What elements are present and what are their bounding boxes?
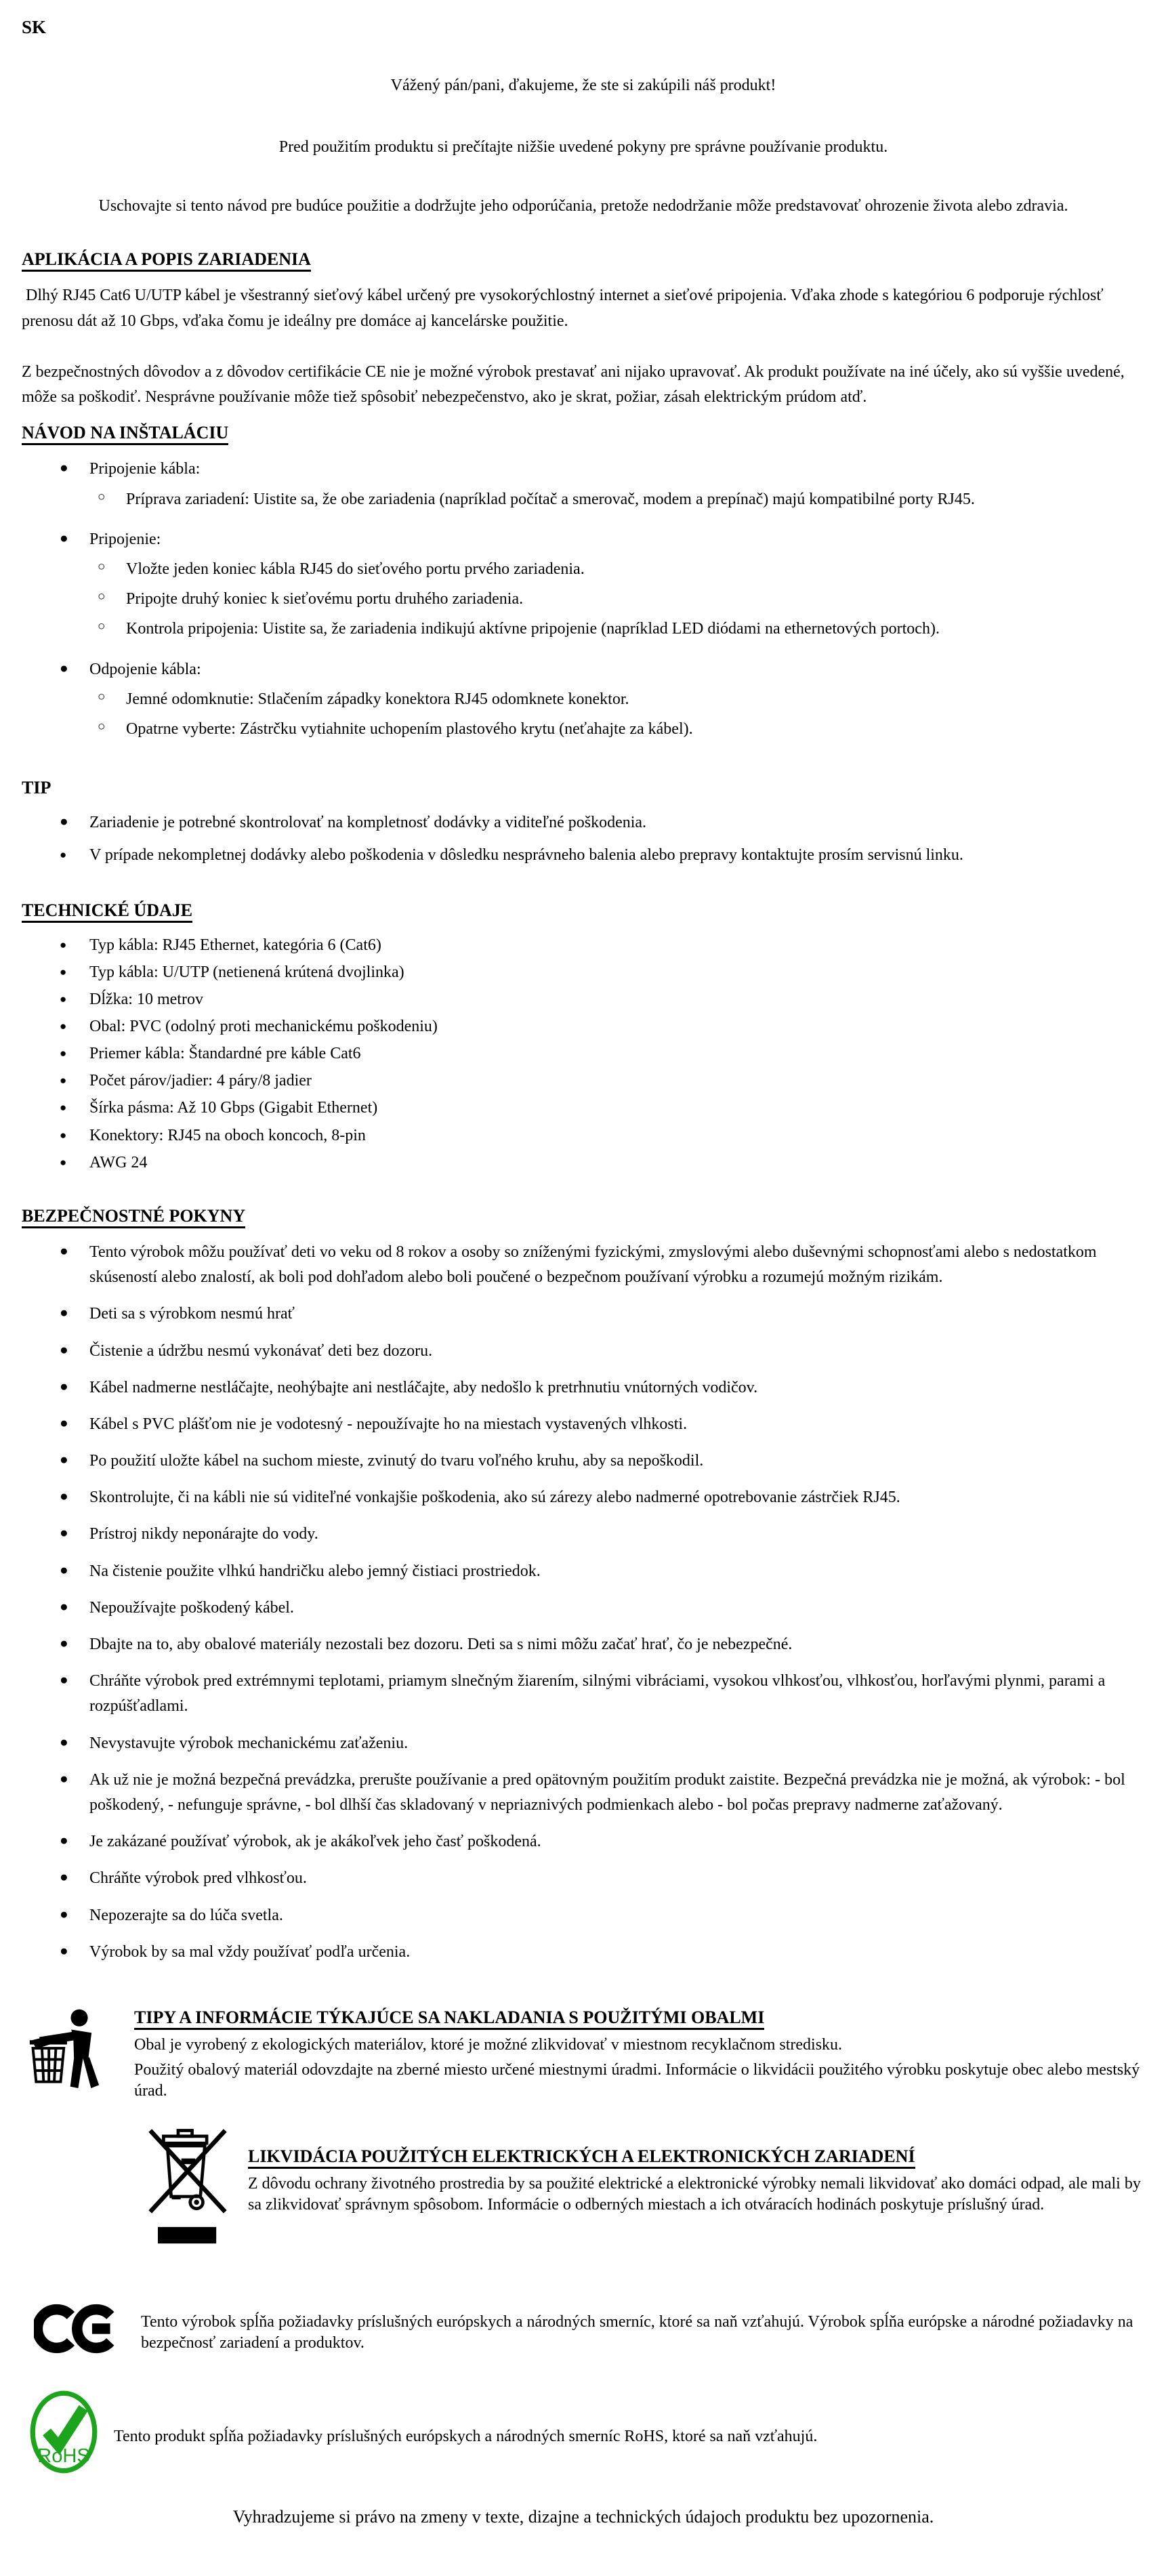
bullet-icon [60, 1485, 89, 1508]
packaging-text [134, 2006, 1145, 2106]
bullet-icon [60, 1412, 89, 1434]
list-item-text: Prístroj nikdy neponárajte do vody. [89, 1525, 318, 1543]
list-item [22, 1097, 1145, 1119]
list-item [22, 1125, 1145, 1147]
bullet-icon [60, 1125, 89, 1144]
bullet-icon [60, 1043, 89, 1062]
ce-mark-icon [34, 2299, 117, 2367]
weee-crossed-bin-icon [146, 2125, 229, 2254]
list-item-text: Vložte jeden koniec kábla RJ45 do sieťového portu prvého zariadenia. [126, 560, 585, 578]
list-item [22, 1669, 1145, 1719]
list-item-text: Opatrne vyberte: Zástrčku vytiahnite uchopením plastového krytu (neťahajte za kábel). [126, 720, 693, 738]
list-item [22, 1768, 1145, 1818]
list-item [22, 527, 1145, 552]
list-item [22, 587, 1145, 612]
packaging-paragraph: Použitý obalový materiál odovzdajte na zberné miesto určené miestnymi úradmi. Informácie o likvidácii použitého výrobku poskytuje obec alebo mestský úrad. [134, 2061, 1140, 2100]
list-item [22, 457, 1145, 482]
bullet-icon [60, 457, 89, 479]
bullet-icon [60, 1940, 89, 1962]
tidy-man-icon [24, 2006, 104, 2102]
packaging-paragraph: Obal je vyrobený z ekologických materiálov, ktoré je možné zlikvidovať v miestnom recyklačnom stredisku. [134, 2036, 843, 2054]
tip-list [22, 810, 1145, 868]
section-title-technical: TECHNICKÉ ÚDAJE [22, 900, 1145, 921]
list-item-text: Skontrolujte, či na kábli nie sú viditeľné vonkajšie poškodenia, ako sú zárezy alebo nadmerné opotrebovanie zástrčiek RJ45. [89, 1489, 900, 1507]
list-item-text: Príprava zariadení: Uistite sa, že obe zariadenia (napríklad počítač a smerovač, modem a prepínač) majú kompatibilné porty RJ45. [126, 490, 975, 508]
circle-bullet-icon [98, 487, 126, 507]
list-item-text: Je zakázané používať výrobok, ak je akákoľvek jeho časť poškodená. [89, 1833, 541, 1851]
list-item-text: Priemer kábla: Štandardné pre káble Cat6 [89, 1045, 361, 1063]
list-item-text: Typ kábla: U/UTP (netienená krútená dvojlinka) [89, 963, 404, 981]
circle-bullet-icon [98, 557, 126, 577]
list-item [22, 1829, 1145, 1854]
weee-text [248, 2144, 1145, 2220]
list-item [22, 717, 1145, 742]
language-code: SK [22, 17, 47, 37]
list-item-text: Počet párov/jadier: 4 páry/8 jadier [89, 1072, 312, 1090]
list-item-text: Pripojte druhý koniec k sieťovému portu druhého zariadenia. [126, 590, 524, 608]
list-item-text: Typ kábla: RJ45 Ethernet, kategória 6 (Cat6) [89, 936, 381, 954]
intro-line: Vážený pán/pani, ďakujeme, že ste si zakúpili náš produkt! [390, 76, 776, 94]
bullet-icon [60, 961, 89, 981]
list-item [22, 989, 1145, 1011]
list-item-text: Nepoužívajte poškodený kábel. [89, 1598, 294, 1617]
list-item [22, 1559, 1145, 1584]
list-item-text: Konektory: RJ45 na oboch koncoch, 8-pin [89, 1126, 366, 1144]
list-item [22, 1016, 1145, 1038]
application-paragraph: Dlhý RJ45 Cat6 U/UTP kábel je všestranný sieťový kábel určený pre vysokorýchlostný internet a sieťové pripojenia. Vďaka zhode s kategóriou 6 podporuje rýchlosť prenosu dát až 10 Gbps, vďaka čomu je ideálny pre domáce aj kancelárske použitie. [22, 287, 1108, 330]
bullet-icon [60, 1829, 89, 1852]
list-item-text: Na čistenie použite vlhkú handričku alebo jemný čistiaci prostriedok. [89, 1562, 541, 1580]
rohs-section [22, 2390, 1145, 2483]
safety-list [22, 1240, 1145, 1965]
list-item [22, 1043, 1145, 1065]
bullet-icon [60, 1768, 89, 1790]
bullet-icon [60, 1596, 89, 1618]
bullet-icon [60, 934, 89, 954]
bullet-icon [60, 1559, 89, 1581]
rohs-label: RoHS [37, 2445, 90, 2468]
weee-paragraph: Z dôvodu ochrany životného prostredia by sa použité elektrické a elektronické výrobky nemali likvidovať ako domáci odpad, ale mali by sa zlikvidovať správnym spôsobom. Informácie o odberných miestach a ich otváracích hodinách poskytuje príslušný úrad. [248, 2174, 1141, 2214]
list-item [22, 934, 1145, 957]
weee-section [146, 2125, 1145, 2254]
bullet-icon [60, 1731, 89, 1753]
bullet-icon [60, 1669, 89, 1691]
list-item [22, 1375, 1145, 1400]
installation-group [22, 457, 1145, 512]
list-item [22, 1240, 1145, 1290]
list-item [22, 617, 1145, 642]
technical-list [22, 934, 1145, 1174]
list-item-text: Pripojenie kábla: [89, 460, 201, 478]
list-item [22, 1339, 1145, 1364]
list-item-text: Deti sa s výrobkom nesmú hrať [89, 1305, 295, 1323]
list-item-text: V prípade nekompletnej dodávky alebo poškodenia v dôsledku nesprávneho balenia alebo prepravy kontaktujte prosím servisnú linku. [89, 846, 963, 865]
rohs-text [114, 2422, 1145, 2451]
list-item-text: Chráňte výrobok pred vlhkosťou. [89, 1869, 307, 1888]
list-item-text: Kontrola pripojenia: Uistite sa, že zariadenia indikujú aktívne pripojenie (napríklad LED diódami na ethernetových portoch). [126, 620, 940, 638]
ce-paragraph: Tento výrobok spĺňa požiadavky príslušných európskych a národných smerníc, ktoré sa naň vzťahujú. Výrobok spĺňa európske a národné požiadavky na bezpečnosť zariadení a produktov. [141, 2312, 1133, 2352]
bullet-icon [60, 1016, 89, 1035]
intro-line: Uschovajte si tento návod pre budúce použitie a dodržujte jeho odporúčania, pretože nedodržanie môže predstavovať ohrozenie života alebo zdravia. [98, 197, 1068, 215]
bullet-icon [60, 810, 89, 833]
section-title-weee: LIKVIDÁCIA POUŽITÝCH ELEKTRICKÝCH A ELEKTRONICKÝCH ZARIADENÍ [248, 2146, 1145, 2167]
list-item-text: Jemné odomknutie: Stlačením západky konektora RJ45 odomknete konektor. [126, 690, 629, 708]
list-item [22, 657, 1145, 682]
list-item-text: Ak už nie je možná bezpečná prevádzka, prerušte používanie a pred opätovným použitím produkt zaistite. Bezpečná prevádzka nie je možná, ak výrobok: - bol poškodený, - nefunguje správne, - bol dlhší čas skladovaný v nepriaznivých podmienkach alebo - bol počas prepravy nadmerne zaťažovaný. [89, 1770, 1125, 1814]
list-item-text: Tento výrobok môžu používať deti vo veku od 8 rokov a osoby so zníženými fyzickými, zmyslovými alebo duševnými schopnosťami alebo s nedostatkom skúseností alebo znalostí, ak boli pod dohľadom alebo boli poučené o bezpečnom používaní výrobku a rozumejú možným rizikám. [89, 1243, 1097, 1287]
list-item [22, 557, 1145, 582]
bullet-icon [60, 527, 89, 549]
list-item [22, 1302, 1145, 1327]
list-item [22, 1866, 1145, 1891]
bullet-icon [60, 843, 89, 865]
list-item-text: Po použití uložte kábel na suchom mieste, zvinutý do tvaru voľného kruhu, aby sa nepoškodil. [89, 1452, 704, 1470]
ce-section [22, 2299, 1145, 2367]
list-item-text: Dbajte na to, aby obalové materiály nezostali bez dozoru. Deti sa s nimi môžu začať hrať, čo je nebezpečné. [89, 1636, 793, 1654]
list-item [22, 487, 1145, 512]
bullet-icon [60, 1866, 89, 1888]
installation-group [22, 657, 1145, 743]
rohs-check-icon [28, 2390, 99, 2483]
list-item-text: Pripojenie: [89, 530, 161, 548]
bullet-icon [60, 1240, 89, 1262]
circle-bullet-icon [98, 587, 126, 606]
list-item-text: Čistenie a údržbu nesmú vykonávať deti bez dozoru. [89, 1342, 433, 1360]
list-item [22, 1731, 1145, 1756]
bullet-icon [60, 1302, 89, 1324]
application-paragraph: Z bezpečnostných dôvodov a z dôvodov certifikácie CE nie je možné výrobok prestavať ani nijako upravovať. Ak produkt používate na iné účely, ako sú vyššie uvedené, môže sa poškodiť. Nesprávne používanie môže tiež spôsobiť nebezpečenstvo, ako je skrat, požiar, zásah elektrickým prúdom atď. [22, 362, 1125, 406]
list-item-text: Kábel s PVC plášťom nie je vodotesný - nepoužívajte ho na miestach vystavených vlhkosti. [89, 1415, 688, 1433]
bullet-icon [60, 1632, 89, 1655]
list-item [22, 1632, 1145, 1657]
bullet-icon [60, 1339, 89, 1361]
packaging-section [22, 2006, 1145, 2106]
list-item [22, 961, 1145, 984]
bullet-icon [60, 1522, 89, 1544]
footer-note: Vyhradzujeme si právo na zmeny v texte, dizajne a technických údajoch produktu bez upozornenia. [232, 2507, 934, 2527]
bullet-icon [60, 1903, 89, 1926]
list-item-text: Kábel nadmerne nestláčajte, neohýbajte ani nestláčajte, aby nedošlo k pretrhnutiu vnútorných vodičov. [89, 1378, 758, 1396]
circle-bullet-icon [98, 617, 126, 636]
bullet-icon [60, 989, 89, 1008]
list-item-text: Nepozerajte sa do lúča svetla. [89, 1906, 283, 1924]
bullet-icon [60, 1449, 89, 1471]
rohs-paragraph: Tento produkt spĺňa požiadavky príslušných európskych a národných smerníc RoHS, ktoré sa naň vzťahujú. [114, 2427, 818, 2445]
section-title-packaging: TIPY A INFORMÁCIE TÝKAJÚCE SA NAKLADANIA S POUŽITÝMI OBALMI [134, 2007, 1145, 2028]
list-item [22, 1412, 1145, 1437]
bullet-icon [60, 1070, 89, 1089]
bullet-icon [60, 1152, 89, 1171]
list-item [22, 1070, 1145, 1092]
list-item-text: Zariadenie je potrebné skontrolovať na kompletnosť dodávky a viditeľné poškodenia. [89, 814, 647, 832]
list-item-text: Šírka pásma: Až 10 Gbps (Gigabit Ethernet) [89, 1099, 378, 1117]
bullet-icon [60, 1097, 89, 1117]
list-item [22, 1152, 1145, 1174]
list-item [22, 1940, 1145, 1965]
circle-bullet-icon [98, 717, 126, 736]
list-item-text: Výrobok by sa mal vždy používať podľa určenia. [89, 1943, 411, 1961]
list-item [22, 843, 1145, 868]
section-title-safety: BEZPEČNOSTNÉ POKYNY [22, 1205, 1145, 1226]
list-item [22, 1903, 1145, 1928]
section-title-tip: TIP [22, 778, 51, 798]
intro-line: Pred použitím produktu si prečítajte nižšie uvedené pokyny pre správne používanie produktu. [278, 138, 888, 156]
section-title-installation: NÁVOD NA INŠTALÁCIU [22, 422, 1145, 443]
list-item-text: Dĺžka: 10 metrov [89, 991, 203, 1009]
list-item-text: Nevystavujte výrobok mechanickému zaťaženiu. [89, 1734, 409, 1752]
ce-text [141, 2308, 1145, 2358]
list-item-text: AWG 24 [89, 1153, 148, 1171]
list-item [22, 1522, 1145, 1547]
list-item-text: Obal: PVC (odolný proti mechanickému poškodeniu) [89, 1018, 438, 1036]
list-item [22, 810, 1145, 835]
installation-group [22, 527, 1145, 642]
list-item-text: Odpojenie kábla: [89, 660, 201, 678]
bullet-icon [60, 657, 89, 680]
list-item [22, 1449, 1145, 1474]
list-item-text: Chráňte výrobok pred extrémnymi teplotami, priamym slnečným žiarením, silnými vibráciami, vysokou vlhkosťou, vlhkosťou, horľavými plynmi, parami a rozpúšťadlami. [89, 1672, 1106, 1716]
installation-list [22, 457, 1145, 742]
list-item [22, 1485, 1145, 1510]
list-item [22, 1596, 1145, 1621]
section-title-application: APLIKÁCIA A POPIS ZARIADENIA [22, 249, 1145, 270]
list-item [22, 687, 1145, 712]
bullet-icon [60, 1375, 89, 1398]
circle-bullet-icon [98, 687, 126, 707]
